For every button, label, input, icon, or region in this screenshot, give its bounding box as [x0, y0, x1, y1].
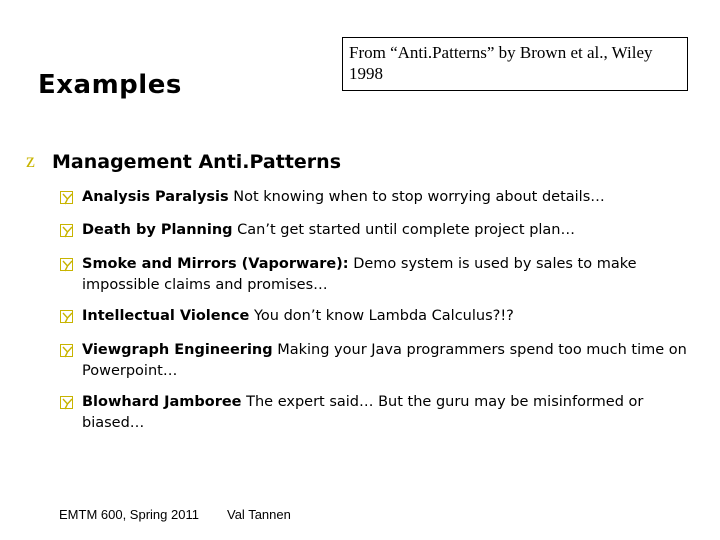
- item-term: Intellectual Violence: [82, 308, 250, 324]
- slide-title: Examples: [38, 70, 182, 100]
- citation-box: From “Anti.Patterns” by Brown et al., Wiley 1998: [342, 37, 688, 91]
- item-text: Not knowing when to stop worrying about details…: [233, 189, 605, 205]
- main-bullet: [26, 150, 341, 173]
- item-text: Can’t get started until complete project plan…: [237, 222, 575, 238]
- item-text: Demo system is used by sales to make impossible claims and promises…: [82, 256, 637, 293]
- section-heading: Management Anti.Patterns: [52, 150, 342, 173]
- y-checkbox-bullet-icon: [60, 224, 73, 237]
- item-term: Blowhard Jamboree: [82, 394, 242, 410]
- y-checkbox-bullet-icon: [60, 396, 73, 409]
- list-item: [60, 254, 690, 296]
- z-bullet-icon: z: [26, 150, 35, 172]
- y-checkbox-bullet-icon: [60, 344, 73, 357]
- item-term: Smoke and Mirrors (Vaporware):: [82, 256, 349, 272]
- list-item: [60, 220, 690, 241]
- y-checkbox-bullet-icon: [60, 191, 73, 204]
- item-term: Viewgraph Engineering: [82, 342, 273, 358]
- item-text: Making your Java programmers spend too much time on Powerpoint…: [82, 342, 687, 379]
- list-item: [60, 306, 690, 327]
- footer-author: Val Tannen: [227, 507, 291, 522]
- footer-course: EMTM 600, Spring 2011: [59, 507, 199, 522]
- item-term: Analysis Paralysis: [82, 189, 229, 205]
- list-item: [60, 187, 690, 208]
- list-item: [60, 340, 690, 382]
- item-text: You don’t know Lambda Calculus?!?: [253, 308, 514, 324]
- item-term: Death by Planning: [82, 222, 233, 238]
- y-checkbox-bullet-icon: [60, 310, 73, 323]
- item-text: The expert said… But the guru may be misinformed or biased…: [82, 394, 644, 431]
- y-checkbox-bullet-icon: [60, 258, 73, 271]
- list-item: [60, 392, 690, 434]
